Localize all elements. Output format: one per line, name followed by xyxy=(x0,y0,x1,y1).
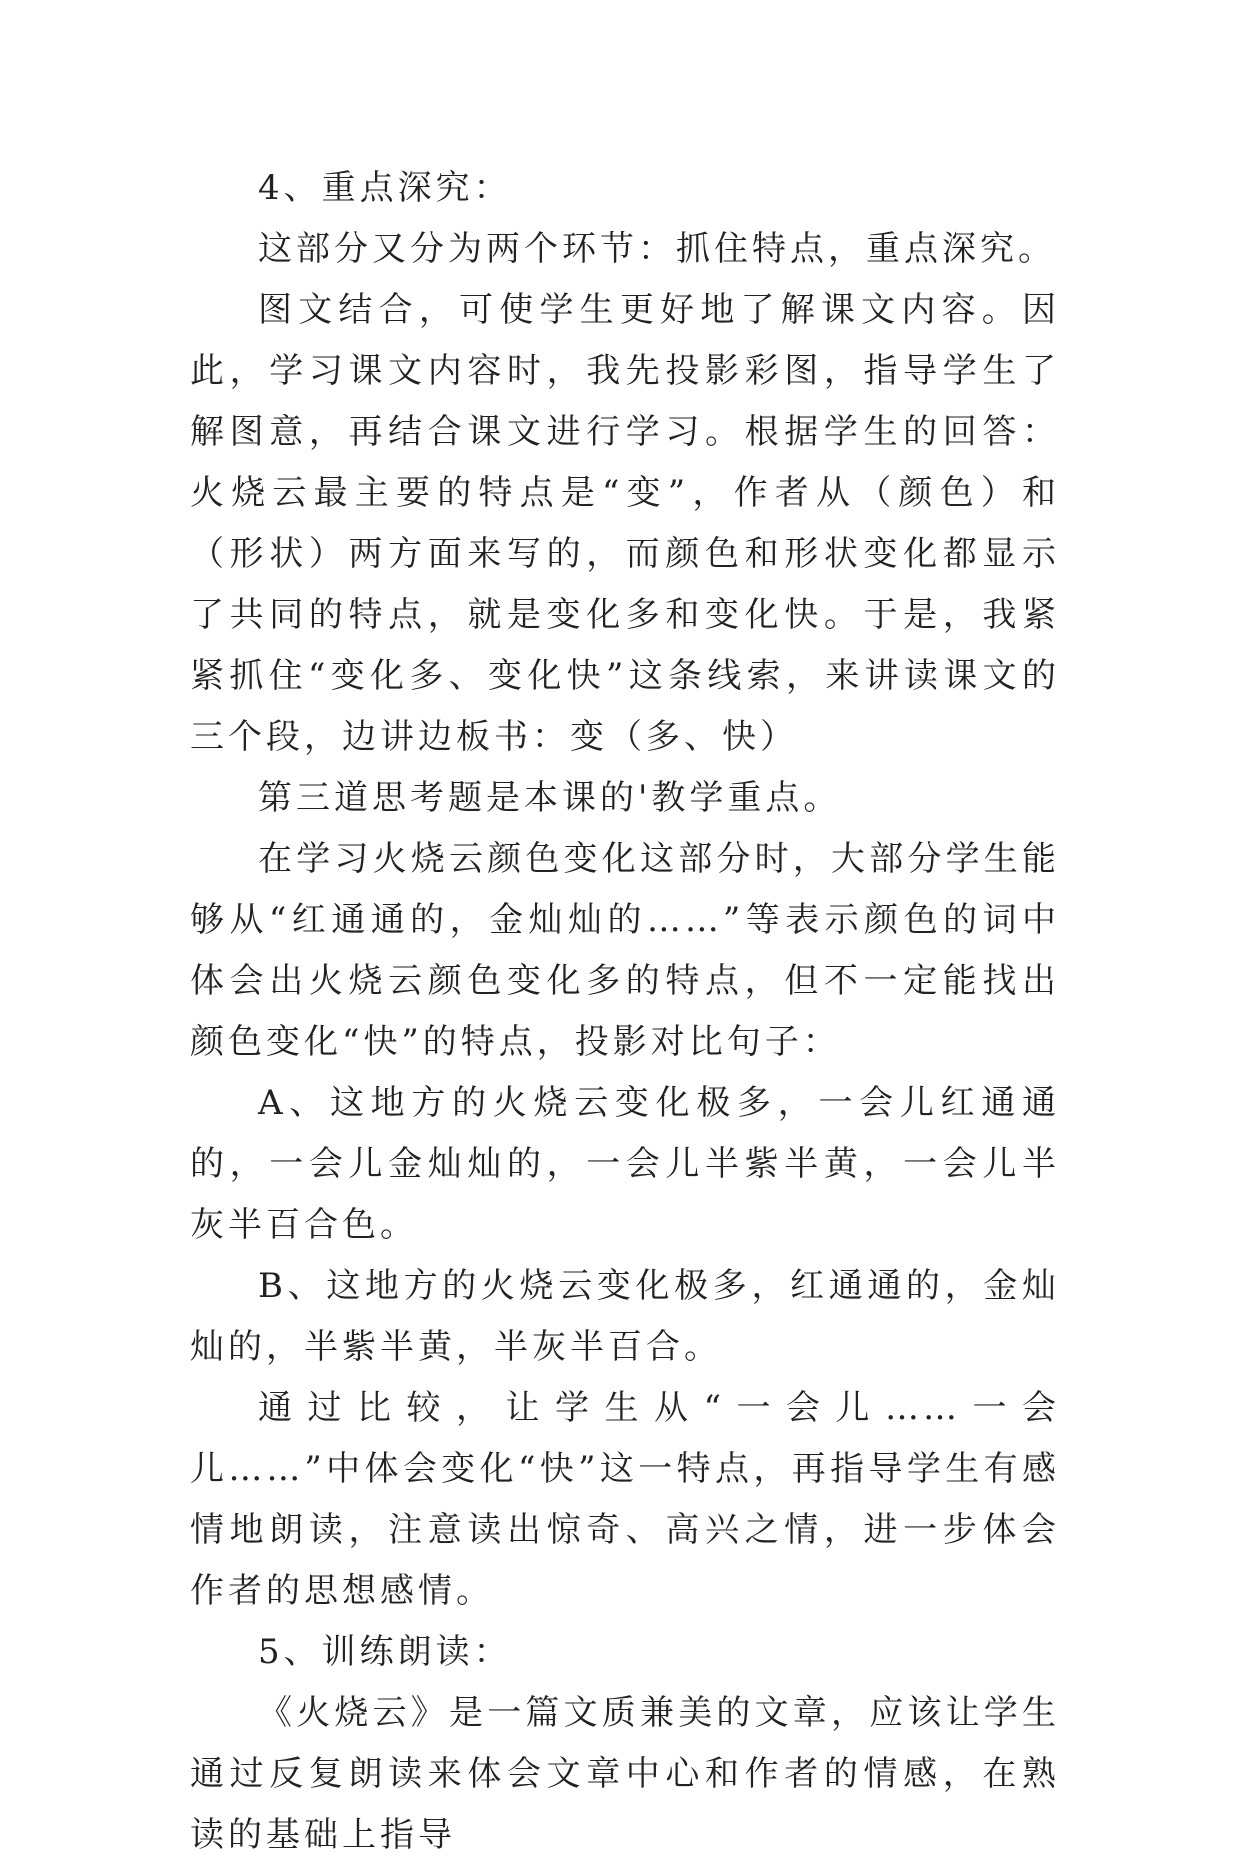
paragraph-picture-text: 图文结合，可使学生更好地了解课文内容。因此，学习课文内容时，我先投影彩图，指导学生了解图意，再结合课文进行学习。根据学生的回答：火烧云最主要的特点是“变”，作者从（颜色）和（形状）两方面来写的，而颜色和形状变化都显示了共同的特点，就是变化多和变化快。于是，我紧紧抓住“变化多、变化快”这条线索，来讲读课文的三个段，边讲边板书：变（多、快） xyxy=(190,290,1060,757)
document-body xyxy=(190,158,1060,1866)
paragraph-two-steps: 这部分又分为两个环节：抓住特点，重点深究。 xyxy=(258,229,1056,269)
sentence-a: A、这地方的火烧云变化极多，一会儿红通通的，一会儿金灿灿的，一会儿半紫半黄，一会儿半灰半百合色。 xyxy=(190,1083,1060,1245)
paragraph-color-change: 在学习火烧云颜色变化这部分时，大部分学生能够从“红通通的，金灿灿的……”等表示颜色的词中体会出火烧云颜色变化多的特点，但不一定能找出颜色变化“快”的特点，投影对比句子： xyxy=(190,839,1060,1062)
paragraph-comparison: 通过比较，让学生从“一会儿……一会儿……”中体会变化“快”这一特点，再指导学生有感情地朗读，注意读出惊奇、高兴之情，进一步体会作者的思想感情。 xyxy=(190,1388,1060,1611)
heading-reading-training: 5、训练朗读： xyxy=(258,1632,512,1672)
paragraph-key-question: 第三道思考题是本课的'教学重点。 xyxy=(258,778,842,818)
sentence-b: B、这地方的火烧云变化极多，红通通的，金灿灿的，半紫半黄，半灰半百合。 xyxy=(190,1266,1060,1367)
paragraph-reading: 《火烧云》是一篇文质兼美的文章，应该让学生通过反复朗读来体会文章中心和作者的情感，在熟读的基础上指导 xyxy=(190,1693,1060,1855)
heading-key-study: 4、重点深究： xyxy=(258,168,512,208)
